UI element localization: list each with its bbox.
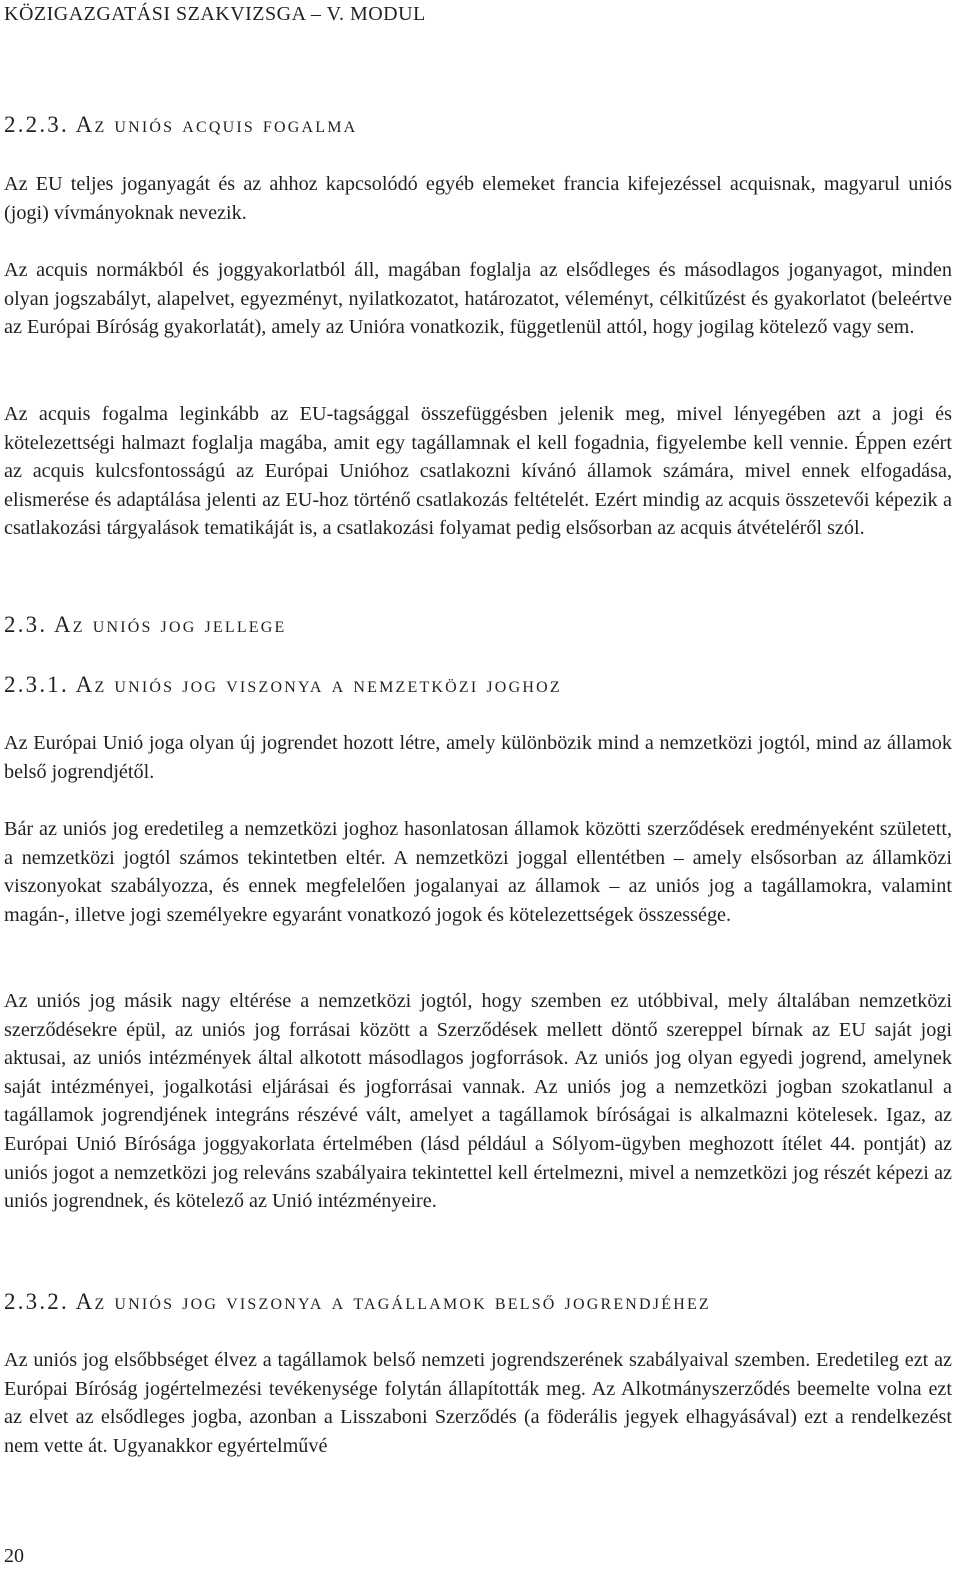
section-heading-2-2-3: 2.2.3. Az uniós acquis fogalma	[4, 112, 358, 137]
paragraph-primacy-of-eu-law: Az uniós jog elsőbbséget élvez a tagállamok belső nemzeti jogrendszerének szabályaival szemben. Eredetileg ezt az Európai Bíróság jogértelmezési tevékenysége folytán állapították meg. Az Alkotmányszerződés beemelte volna ezt az elvet az elsődleges jogba, azonban a Lisszaboni Szerződés (a föderális jegyek elhagyásával) ezt a rendelkezést nem vette át. Ugyanakkor egyértelművé	[4, 1349, 952, 1457]
paragraph-differences-international-law: Bár az uniós jog eredetileg a nemzetközi joghoz hasonlatosan államok közötti szerződések eredményeként született, a nemzetközi jogtól számos tekintetben eltér. A nemzetközi joggal ellentétben – amely elsősorban az államközi viszonyokat szabályozza, és ennek megfelelően jogalanyai az államok – az uniós jog a tagállamokra, valamint magán-, illetve jogi személyekre egyaránt vonatkozó jogok és kötelezettségek összessége.	[4, 818, 952, 926]
paragraph-acquis-definition: Az EU teljes joganyagát és az ahhoz kapcsolódó egyéb elemeket francia kifejezéssel acquisnak, magyarul uniós (jogi) vívmányoknak nevezik.	[4, 173, 952, 224]
paragraph-acquis-membership: Az acquis fogalma leginkább az EU-tagsággal összefüggésben jelenik meg, mivel lényegében azt a jogi és kötelezettségi halmazt foglalja magába, amit egy tagállamnak el kell fogadnia, figyelembe kell vennie. Éppen ezért az acquis kulcsfontosságú az Európai Unióhoz csatlakozni kívánó államok számára, mivel ennek elfogadása, elismerése és adaptálása jelenti az EU-hoz történő csatlakozás feltételét. Ezért mindig az acquis összetevői képezik a csatlakozási tárgyalások tematikáját is, a csatlakozási folyamat pedig elsősorban az acquis átvételéről szól.	[4, 403, 952, 540]
section-heading-2-3: 2.3. Az uniós jog jellege	[4, 612, 287, 637]
page-number: 20	[4, 1545, 24, 1567]
section-heading-2-3-1: 2.3.1. Az uniós jog viszonya a nemzetközi joghoz	[4, 672, 562, 697]
running-header: KÖZIGAZGATÁSI SZAKVIZSGA – V. MODUL	[4, 3, 426, 25]
paragraph-acquis-composition: Az acquis normákból és joggyakorlatból áll, magában foglalja az elsődleges és másodlagos joganyagot, minden olyan jogszabályt, alapelvet, egyezményt, nyilatkozatot, határozatot, véleményt, célkitűzést és gyakorlatot (beleértve az Európai Bíróság gyakorlatát), amely az Unióra vonatkozik, függetlenül attól, hogy jogilag kötelező vagy sem.	[4, 259, 952, 339]
section-heading-2-3-2: 2.3.2. Az uniós jog viszonya a tagállamok belső jogrendjéhez	[4, 1289, 711, 1314]
paragraph-new-legal-order: Az Európai Unió joga olyan új jogrendet hozott létre, amely különbözik mind a nemzetközi jogtól, mind az államok belső jogrendjétől.	[4, 732, 952, 783]
paragraph-sources-of-eu-law: Az uniós jog másik nagy eltérése a nemzetközi jogtól, hogy szemben ez utóbbival, mely általában nemzetközi szerződésekre épül, az uniós jog forrásai között a Szerződések mellett döntő szereppel bírnak az EU saját jogi aktusai, az uniós intézmények által alkotott másodlagos jogforrások. Az uniós jog olyan egyedi jogrend, amelynek saját intézményei, jogalkotási eljárásai és jogforrásai vannak. Az uniós jog a nemzetközi jogban szokatlanul a tagállamok jogrendjének integráns részévé vált, amelyet a tagállamok bíróságai is alkalmazni kötelesek. Igaz, az Európai Unió Bírósága joggyakorlata értelmében (lásd például a Sólyom-ügyben meghozott ítélet 44. pontját) az uniós jogot a nemzetközi jog releváns szabályaira tekintettel kell értelmezni, mivel a nemzetközi jog részét képezi az uniós jogrendnek, és kötelező az Unió intézményeire.	[4, 990, 952, 1213]
